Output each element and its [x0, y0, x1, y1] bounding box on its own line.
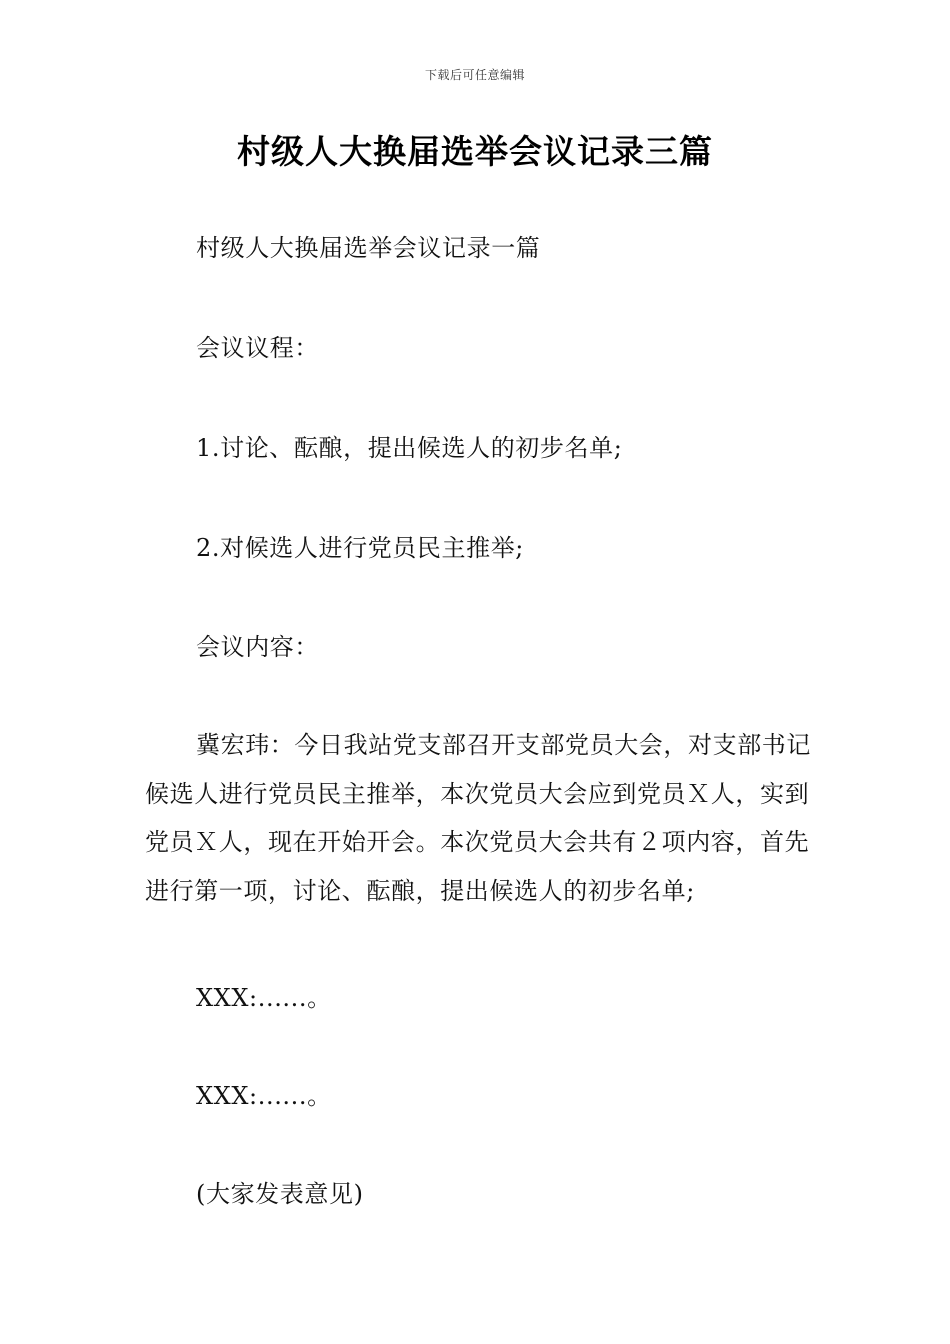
header-note: 下载后可任意编辑 [424, 68, 525, 82]
content-heading: 会议内容： [196, 633, 319, 661]
agenda-item-1: 1.讨论、酝酿，提出候选人的初步名单; [196, 434, 623, 462]
agenda-item-2: 2.对候选人进行党员民主推举; [196, 534, 524, 562]
section-heading: 村级人大换届选举会议记录一篇 [196, 234, 541, 262]
speaker-line: XXX:......。 [196, 1082, 332, 1110]
document-title: 村级人大换届选举会议记录三篇 [237, 132, 713, 171]
note-line: (大家发表意见) [196, 1180, 364, 1208]
body-paragraph: 冀宏玮：今日我站党支部召开支部党员大会，对支部书记候选人进行党员民主推举，本次党员大会应到党员Ｘ人，实到党员Ｘ人，现在开始开会。本次党员大会共有２项内容，首先进行第一项，讨论、酝酿，提出候选人的初步名单; [145, 731, 811, 905]
agenda-heading: 会议议程： [196, 334, 319, 362]
speaker-line: XXX:......。 [196, 984, 332, 1012]
